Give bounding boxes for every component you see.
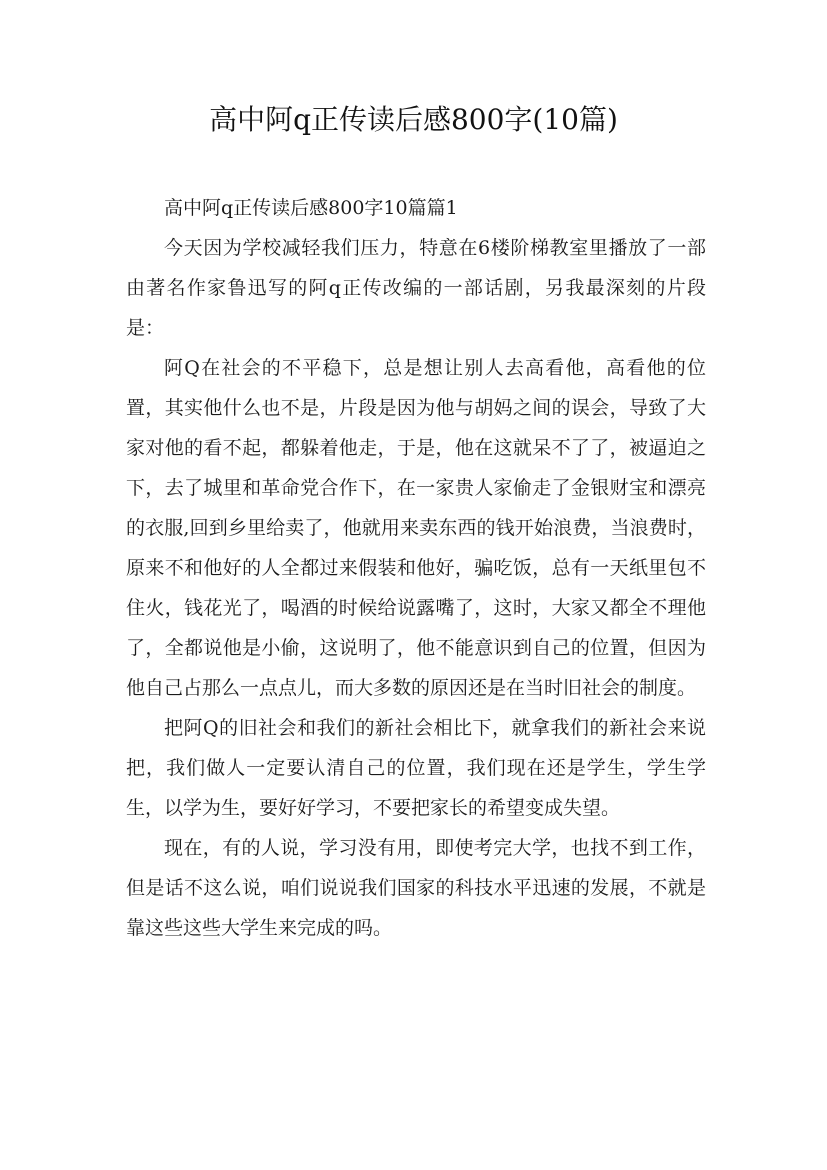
document-body [126,188,706,948]
section-heading: 高中阿q正传读后感800字10篇篇1 [164,197,458,219]
paragraph: 阿Q在社会的不平稳下，总是想让别人去高看他，高看他的位置，其实他什么也不是，片段是因为他与胡妈之间的误会，导致了大家对他的看不起，都躲着他走，于是，他在这就呆不了了，被逼迫之下，去了城里和革命党合作下，在一家贵人家偷走了金银财宝和漂亮的衣服,回到乡里给卖了，他就用来卖东西的钱开始浪费，当浪费时，原来不和他好的人全都过来假装和他好，骗吃饭，总有一天纸里包不住火，钱花光了，喝酒的时候给说露嘴了，这时，大家又都全不理他了，全都说他是小偷，这说明了，他不能意识到自己的位置，但因为他自己占那么一点点儿，而大多数的原因还是在当时旧社会的制度。 [126,357,706,699]
paragraph: 把阿Q的旧社会和我们的新社会相比下，就拿我们的新社会来说把，我们做人一定要认清自己的位置，我们现在还是学生，学生学生，以学为生，要好好学习，不要把家长的希望变成失望。 [126,717,706,819]
paragraph: 今天因为学校减轻我们压力，特意在6楼阶梯教室里播放了一部由著名作家鲁迅写的阿q正传改编的一部话剧，另我最深刻的片段是： [126,237,706,339]
document-title: 高中阿q正传读后感800字(10篇) [209,103,618,136]
paragraph: 现在，有的人说，学习没有用，即使考完大学，也找不到工作，但是话不这么说，咱们说说我们国家的科技水平迅速的发展，不就是靠这些这些大学生来完成的吗。 [126,837,706,939]
